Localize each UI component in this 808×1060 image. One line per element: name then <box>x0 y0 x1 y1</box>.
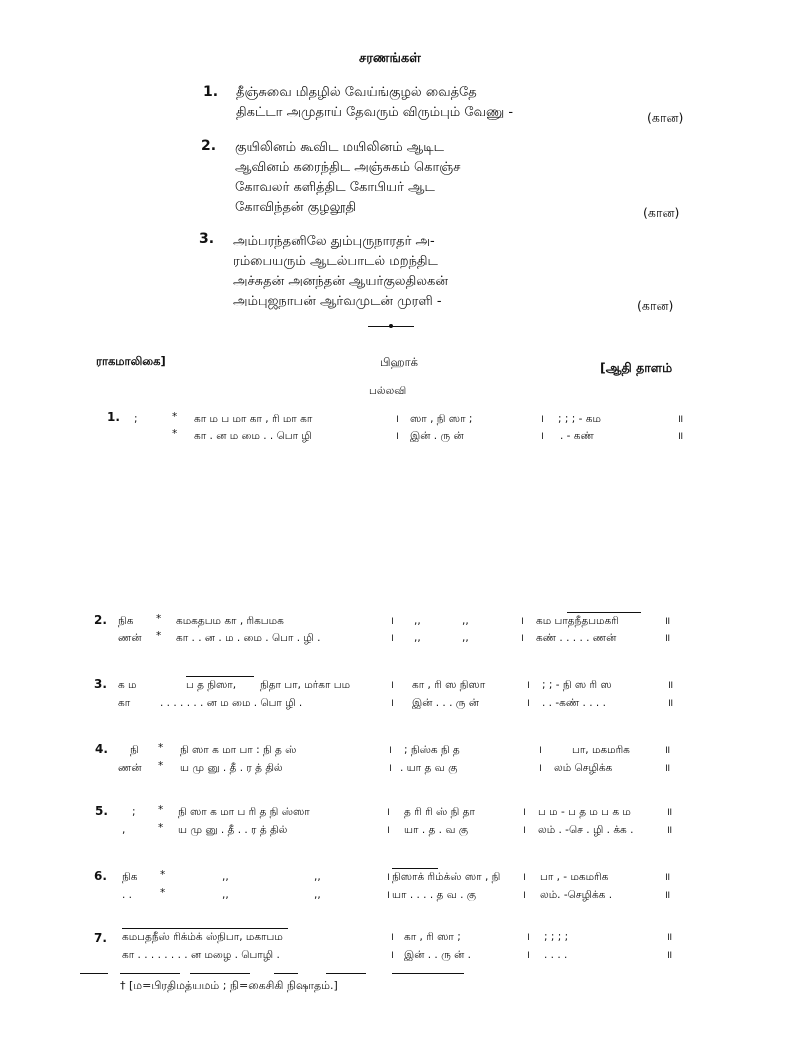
row-7-swara-end: ॥ <box>666 931 673 943</box>
row-1-swara-c: ; ; ; - கம <box>558 413 601 425</box>
row-6-swara-lead: நிக <box>122 871 138 883</box>
row-1-swara-star: * <box>172 411 178 423</box>
row-7-swara-a: கமபதநீஸ் ரிக்ம்க் ஸ்நிபா, மகாபம <box>122 931 283 943</box>
row-7-swara-b: கா , ரி ஸா ; <box>404 931 461 943</box>
row-4-swara-end: ॥ <box>664 744 671 756</box>
row-6-sahitya-end: ॥ <box>664 889 671 901</box>
row-5-sahitya-a: ய மு னு . தீ . . ர த் தில் <box>178 824 288 836</box>
footer-rule-2 <box>120 973 180 974</box>
row-6-swara-star: * <box>160 869 166 881</box>
row-6-sahitya-lead: . . <box>122 889 133 901</box>
row-7-swara-bar1: । <box>390 931 394 943</box>
footer-rule-1 <box>80 973 108 974</box>
row-1-sahitya-bar1: । <box>395 430 399 442</box>
row-3-swara-d: ; ; - நி ஸ ரி ஸ <box>542 679 612 691</box>
row-1-sahitya-bar2: । <box>540 430 544 442</box>
row-2-swara-c: கம பாதநீதபமகரி <box>536 615 619 627</box>
row-6-sahitya-a: ,, <box>222 889 229 901</box>
charanam-heading: சரணங்கள் <box>359 51 421 66</box>
row-7-sahitya-b: இன் . . ரு ன் . <box>404 949 472 961</box>
row-5-sahitya-end: ॥ <box>666 824 673 836</box>
charanam-3-line-1: அம்பரந்தனிலே தும்புருநாரதர் அ- <box>233 234 435 249</box>
row-1-sahitya-star: * <box>172 428 178 440</box>
row-4-swara-bar1: । <box>388 744 392 756</box>
row-6-swara-b: ,, <box>314 871 321 883</box>
row-7-sahitya-bar1: । <box>390 949 394 961</box>
row-5-swara-c: ப ம - ப த ம ப க ம <box>538 806 631 818</box>
footnote: † [ம=பிரதிமத்யமம் ; நி=கைசிகி நிஷாதம்.] <box>120 979 338 992</box>
row-3-swara-bar1: । <box>390 679 394 691</box>
footer-rule-6 <box>392 973 464 974</box>
charanam-2-line-2: ஆவினம் கரைந்திட அஞ்சுகம் கொஞ்ச <box>235 160 461 175</box>
row-2-swara-b2: ,, <box>462 615 469 627</box>
row-6-number: 6. <box>94 869 107 883</box>
row-2-swara-star: * <box>156 613 162 625</box>
charanam-2-line-1: குயிலினம் கூவிட மயிலினம் ஆடிட <box>235 140 444 155</box>
row-2-swara-end: ॥ <box>664 615 671 627</box>
row-2-sahitya-a: கா . . ன . ம . மை . பொ . ழி . <box>176 632 321 644</box>
row-6-sahitya-d: லம். -செழிக்க . <box>540 889 613 901</box>
row-1-swara-a: கா ம ப மா கா , ரி மா கா <box>194 413 313 425</box>
row-4-number: 4. <box>95 742 108 756</box>
charanam-3-line-3: அச்சுதன் அனந்தன் ஆயர்குலதிலகன் <box>233 274 448 289</box>
row-3-swara-lead: க ம <box>118 679 137 691</box>
row-5-swara-a: நி ஸா க மா ப ரி த நி ஸ்ஸா <box>178 806 310 818</box>
row-2-sahitya-end: ॥ <box>664 632 671 644</box>
charanam-3-line-4: அம்புஜநாபன் ஆர்வமுடன் முரளி - <box>233 294 442 309</box>
row-4-swara-bar2: । <box>538 744 542 756</box>
charanam-2-number: 2. <box>201 138 217 154</box>
row-6-sahitya-bar2: । <box>522 889 526 901</box>
row-4-sahitya-bar1: । <box>388 762 392 774</box>
row-2-swara-b: ,, <box>414 615 421 627</box>
row-4-sahitya-star: * <box>158 760 164 772</box>
row-6-swara-end: ॥ <box>664 871 671 883</box>
footer-rule-4 <box>274 973 298 974</box>
row-3-sahitya-d: . . -கண் . . . . <box>542 697 606 709</box>
row-4-sahitya-bar2: । <box>538 762 542 774</box>
row-1-swara-bar2: । <box>540 413 544 425</box>
row-7-sahitya-bar2: । <box>526 949 530 961</box>
row-1-sahitya-end: ॥ <box>677 430 684 442</box>
row-3-number: 3. <box>94 677 107 691</box>
row-4-swara-lead: நி <box>130 744 139 756</box>
charanam-3-ref: (கான) <box>637 298 674 313</box>
row-6-swara-a: ,, <box>222 871 229 883</box>
divider-dot <box>389 324 393 328</box>
row-7-sahitya-a: கா . . . . . . . . ன மழை . பொழி . <box>122 949 280 961</box>
row-5-sahitya-b: யா . த . வ கு <box>404 824 469 836</box>
row-4-sahitya-lead: ணன் <box>118 762 142 774</box>
row-2-sahitya-b2: ,, <box>462 632 469 644</box>
row-5-swara-b: த ரி ரி ஸ் நி தா <box>404 806 475 818</box>
row-2-sahitya-bar1: । <box>390 632 394 644</box>
row-1-swara-lead: ; <box>134 413 138 425</box>
row-3-swara-c: கா , ரி ஸ நிஸா <box>412 679 486 691</box>
row-1-number: 1. <box>107 410 120 424</box>
row-5-sahitya-c: லம் . -செ . ழி . க்க . <box>538 824 634 836</box>
row-2-sahitya-star: * <box>156 630 162 642</box>
row-6-swara-c: நிஸாக் ரிம்க்ஸ் ஸா , நி <box>392 871 501 883</box>
row-3-sahitya-bar1: । <box>390 697 394 709</box>
row-4-sahitya-b: . யா த வ கு <box>400 762 458 774</box>
row-2-sahitya-lead: ணன் <box>118 632 142 644</box>
charanam-2-line-4: கோவிந்தன் குழலூதி <box>235 200 357 215</box>
row-1-sahitya-b: இன் . ரு ன் <box>410 430 464 442</box>
row-1-swara-bar1: । <box>395 413 399 425</box>
row-2-swara-a: கமகதபம கா , ரிகபமக <box>176 615 284 627</box>
row-5-swara-bar2: । <box>522 806 526 818</box>
row-3-sahitya-lead: கா <box>118 697 131 709</box>
charanam-1-number: 1. <box>203 84 219 100</box>
row-3-swara-a: ப த நிஸா, <box>186 679 237 691</box>
row-4-swara-c: பா, மகமரிக <box>572 744 630 756</box>
row-3-swara-b: நிதா பா, மர்கா பம <box>260 679 351 691</box>
row-6-sahitya-b: ,, <box>314 889 321 901</box>
pallavi-label: பல்லவி <box>369 385 407 397</box>
charanam-3-number: 3. <box>199 231 215 247</box>
row-6-overline <box>392 868 438 869</box>
charanam-2-line-3: கோவலர் களித்திட கோபியர் ஆட <box>235 180 435 195</box>
row-5-sahitya-star: * <box>158 822 164 834</box>
row-2-sahitya-bar2: । <box>520 632 524 644</box>
footer-rule-5 <box>326 973 366 974</box>
row-1-sahitya-c: . - கண் <box>560 430 594 442</box>
row-4-swara-b: ; நிஸ்க நி த <box>404 744 460 756</box>
row-5-sahitya-bar2: । <box>522 824 526 836</box>
row-7-number: 7. <box>94 931 107 945</box>
row-6-swara-bar1: । <box>386 871 390 883</box>
charanam-1-ref: (கான) <box>647 110 684 125</box>
row-5-swara-end: ॥ <box>666 806 673 818</box>
row-1-sahitya-a: கா . ன ம மை . . பொ ழி <box>194 430 312 442</box>
row-1-swara-end: ॥ <box>677 413 684 425</box>
row-7-swara-c: ; ; ; ; <box>544 931 569 943</box>
row-2-number: 2. <box>94 613 107 627</box>
row-5-sahitya-lead: , <box>122 824 126 836</box>
row-4-sahitya-a: ய மு னு . தீ . ர த் தில் <box>180 762 283 774</box>
row-7-sahitya-c: . . . . <box>544 949 568 961</box>
row-4-swara-a: நி ஸா க மா பா : நி த ஸ் <box>180 744 297 756</box>
row-3-swara-bar2: । <box>526 679 530 691</box>
row-5-number: 5. <box>95 804 108 818</box>
row-4-sahitya-end: ॥ <box>664 762 671 774</box>
row-3-sahitya-c: இன் . . . ரு ன் <box>412 697 480 709</box>
row-4-sahitya-c: லம் செழிக்க <box>554 762 613 774</box>
row-1-swara-b: ஸா , நி ஸா ; <box>410 413 473 425</box>
row-4-swara-star: * <box>158 742 164 754</box>
row-5-swara-star: * <box>158 804 164 816</box>
charanam-1-line-1: தீஞ்சுவை மிதழில் வேய்ங்குழல் வைத்தே <box>236 85 477 100</box>
raga-name: பிஹாக் <box>380 355 418 369</box>
row-2-swara-lead: நிக <box>118 615 134 627</box>
row-6-sahitya-star: * <box>160 887 166 899</box>
row-7-swara-bar2: । <box>526 931 530 943</box>
footer-rule-3 <box>190 973 250 974</box>
row-2-swara-bar1: । <box>390 615 394 627</box>
row-3-overline <box>186 676 254 677</box>
row-5-sahitya-bar1: । <box>386 824 390 836</box>
row-5-swara-bar1: । <box>386 806 390 818</box>
row-2-swara-bar2: । <box>520 615 524 627</box>
tala-label: [ஆதி தாளம் <box>600 360 673 375</box>
row-2-sahitya-b: ,, <box>414 632 421 644</box>
charanam-3-line-2: ரம்பையரும் ஆடல்பாடல் மறந்திட <box>233 254 438 269</box>
row-3-sahitya-end: ॥ <box>667 697 674 709</box>
row-6-sahitya-c: யா . . . . த வ . கு <box>392 889 477 901</box>
row-7-sahitya-end: ॥ <box>666 949 673 961</box>
row-7-overline <box>122 928 288 929</box>
row-5-swara-lead: ; <box>132 806 136 818</box>
row-2-overline <box>567 612 641 613</box>
row-6-swara-bar2: । <box>522 871 526 883</box>
row-6-swara-d: பா , - மகமரிக <box>540 871 609 883</box>
charanam-2-ref: (கான) <box>643 205 680 220</box>
row-6-sahitya-bar1: । <box>386 889 390 901</box>
row-3-swara-end: ॥ <box>667 679 674 691</box>
row-3-sahitya-a: . . . . . . . ன ம மை . பொ ழி . <box>160 697 303 709</box>
row-2-sahitya-c: கண் . . . . . ணன் <box>536 632 617 644</box>
row-3-sahitya-bar2: । <box>526 697 530 709</box>
raga-label: ராகமாலிகை] <box>96 354 166 368</box>
charanam-1-line-2: திகட்டா அமுதாய் தேவரும் விரும்பும் வேணு - <box>236 105 514 120</box>
